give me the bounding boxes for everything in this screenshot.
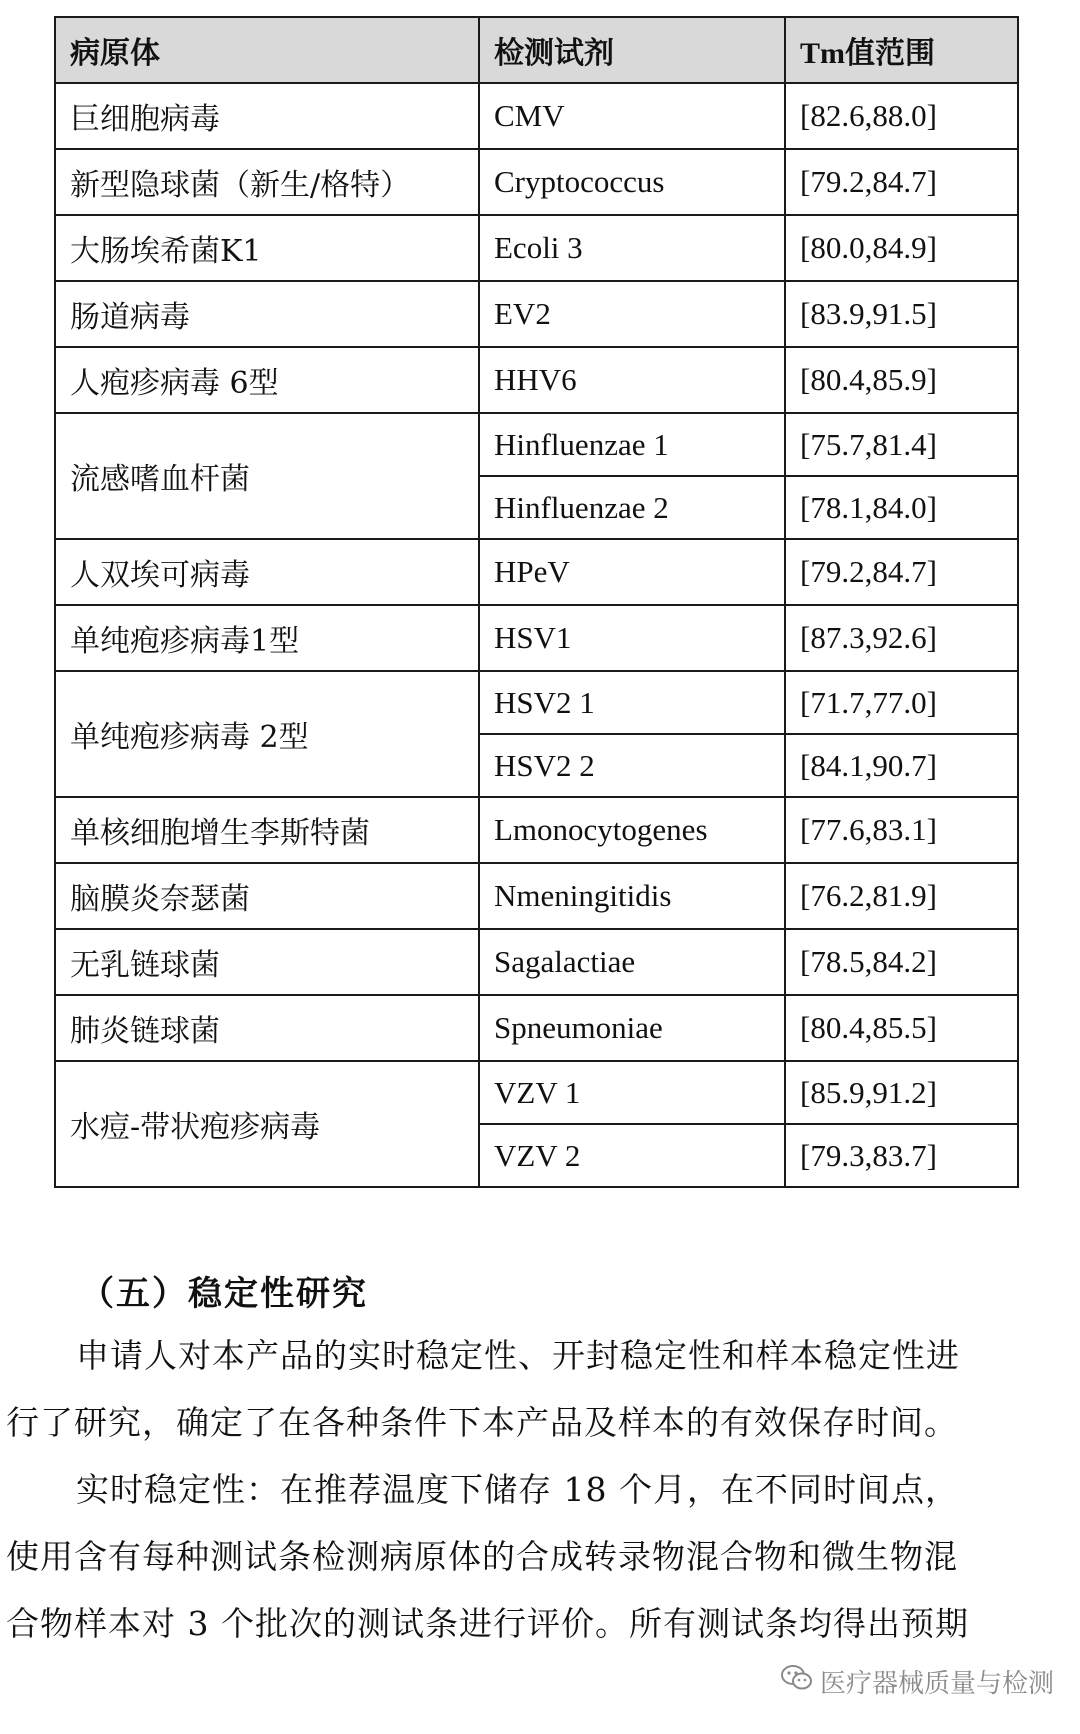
- reagent-cell: Sagalactiae: [479, 929, 785, 995]
- tm-range-cell: [80.4,85.9]: [785, 347, 1018, 413]
- reagent-cell: Ecoli 3: [479, 215, 785, 281]
- reagent-cell: EV2: [479, 281, 785, 347]
- pathogen-cell: 肺炎链球菌: [55, 995, 479, 1061]
- reagent-cell: Hinfluenzae 1: [479, 413, 785, 476]
- pathogen-cell: 大肠埃希菌K1: [55, 215, 479, 281]
- watermark-text: 医疗器械质量与检测: [819, 1669, 1054, 1699]
- table-header-row: [55, 17, 1018, 83]
- header-reagent: 检测试剂: [479, 17, 785, 83]
- table-row: [55, 797, 1018, 863]
- table-body: [55, 83, 1018, 1187]
- table-row: [55, 149, 1018, 215]
- table-row: [55, 215, 1018, 281]
- tm-range-cell: [77.6,83.1]: [785, 797, 1018, 863]
- reagent-cell: Hinfluenzae 2: [479, 476, 785, 539]
- table-row: [55, 605, 1018, 671]
- tm-range-cell: [78.1,84.0]: [785, 476, 1018, 539]
- reagent-cell: VZV 2: [479, 1124, 785, 1187]
- reagent-cell: CMV: [479, 83, 785, 149]
- table-row: [55, 929, 1018, 995]
- tm-range-cell: [82.6,88.0]: [785, 83, 1018, 149]
- watermark: [780, 1663, 1054, 1700]
- pathogen-cell: 水痘-带状疱疹病毒: [55, 1061, 479, 1187]
- reagent-cell: HHV6: [479, 347, 785, 413]
- header-tm-range: Tm值范围: [785, 17, 1018, 83]
- table-row: [55, 83, 1018, 149]
- table-row: [55, 671, 1018, 734]
- paragraph-line: 行了研究，确定了在各种条件下本产品及样本的有效保存时间。: [6, 1403, 958, 1442]
- pathogen-cell: 人双埃可病毒: [55, 539, 479, 605]
- pathogen-cell: 单纯疱疹病毒 2型: [55, 671, 479, 797]
- pathogen-cell: 人疱疹病毒 6型: [55, 347, 479, 413]
- tm-range-cell: [84.1,90.7]: [785, 734, 1018, 797]
- tm-range-cell: [80.4,85.5]: [785, 995, 1018, 1061]
- reagent-cell: HSV2 2: [479, 734, 785, 797]
- tm-range-cell: [78.5,84.2]: [785, 929, 1018, 995]
- pathogen-cell: 无乳链球菌: [55, 929, 479, 995]
- tm-range-cell: [76.2,81.9]: [785, 863, 1018, 929]
- pathogen-cell: 脑膜炎奈瑟菌: [55, 863, 479, 929]
- pathogen-cell: 新型隐球菌（新生/格特）: [55, 149, 479, 215]
- tm-range-cell: [71.7,77.0]: [785, 671, 1018, 734]
- pathogen-cell: 单纯疱疹病毒1型: [55, 605, 479, 671]
- tm-range-cell: [87.3,92.6]: [785, 605, 1018, 671]
- pathogen-cell: 流感嗜血杆菌: [55, 413, 479, 539]
- tm-range-cell: [85.9,91.2]: [785, 1061, 1018, 1124]
- reagent-cell: HPeV: [479, 539, 785, 605]
- pathogen-cell: 肠道病毒: [55, 281, 479, 347]
- reagent-cell: VZV 1: [479, 1061, 785, 1124]
- paragraph-line: 申请人对本产品的实时稳定性、开封稳定性和样本稳定性进: [76, 1336, 960, 1375]
- reagent-cell: Spneumoniae: [479, 995, 785, 1061]
- table-row: [55, 413, 1018, 476]
- table-row: [55, 1061, 1018, 1124]
- reagent-cell: HSV1: [479, 605, 785, 671]
- reagent-cell: HSV2 1: [479, 671, 785, 734]
- table-row: [55, 539, 1018, 605]
- header-pathogen: 病原体: [55, 17, 479, 83]
- tm-range-cell: [79.3,83.7]: [785, 1124, 1018, 1187]
- pathogen-cell: 巨细胞病毒: [55, 83, 479, 149]
- tm-range-cell: [80.0,84.9]: [785, 215, 1018, 281]
- paragraph-line: 使用含有每种测试条检测病原体的合成转录物混合物和微生物混: [6, 1537, 958, 1576]
- tm-range-table: [54, 16, 1019, 1188]
- tm-range-cell: [75.7,81.4]: [785, 413, 1018, 476]
- table-row: [55, 281, 1018, 347]
- tm-range-cell: [79.2,84.7]: [785, 149, 1018, 215]
- table-row: [55, 863, 1018, 929]
- table-row: [55, 995, 1018, 1061]
- paragraph-line: 合物样本对 3 个批次的测试条进行评价。所有测试条均得出预期: [6, 1604, 969, 1643]
- paragraph-line: 实时稳定性：在推荐温度下储存 18 个月，在不同时间点，: [76, 1470, 959, 1509]
- reagent-cell: Cryptococcus: [479, 149, 785, 215]
- section-heading: （五）稳定性研究: [80, 1274, 368, 1314]
- tm-range-cell: [83.9,91.5]: [785, 281, 1018, 347]
- table-row: [55, 347, 1018, 413]
- reagent-cell: Lmonocytogenes: [479, 797, 785, 863]
- reagent-cell: Nmeningitidis: [479, 863, 785, 929]
- tm-range-cell: [79.2,84.7]: [785, 539, 1018, 605]
- wechat-icon: [780, 1663, 814, 1700]
- pathogen-cell: 单核细胞增生李斯特菌: [55, 797, 479, 863]
